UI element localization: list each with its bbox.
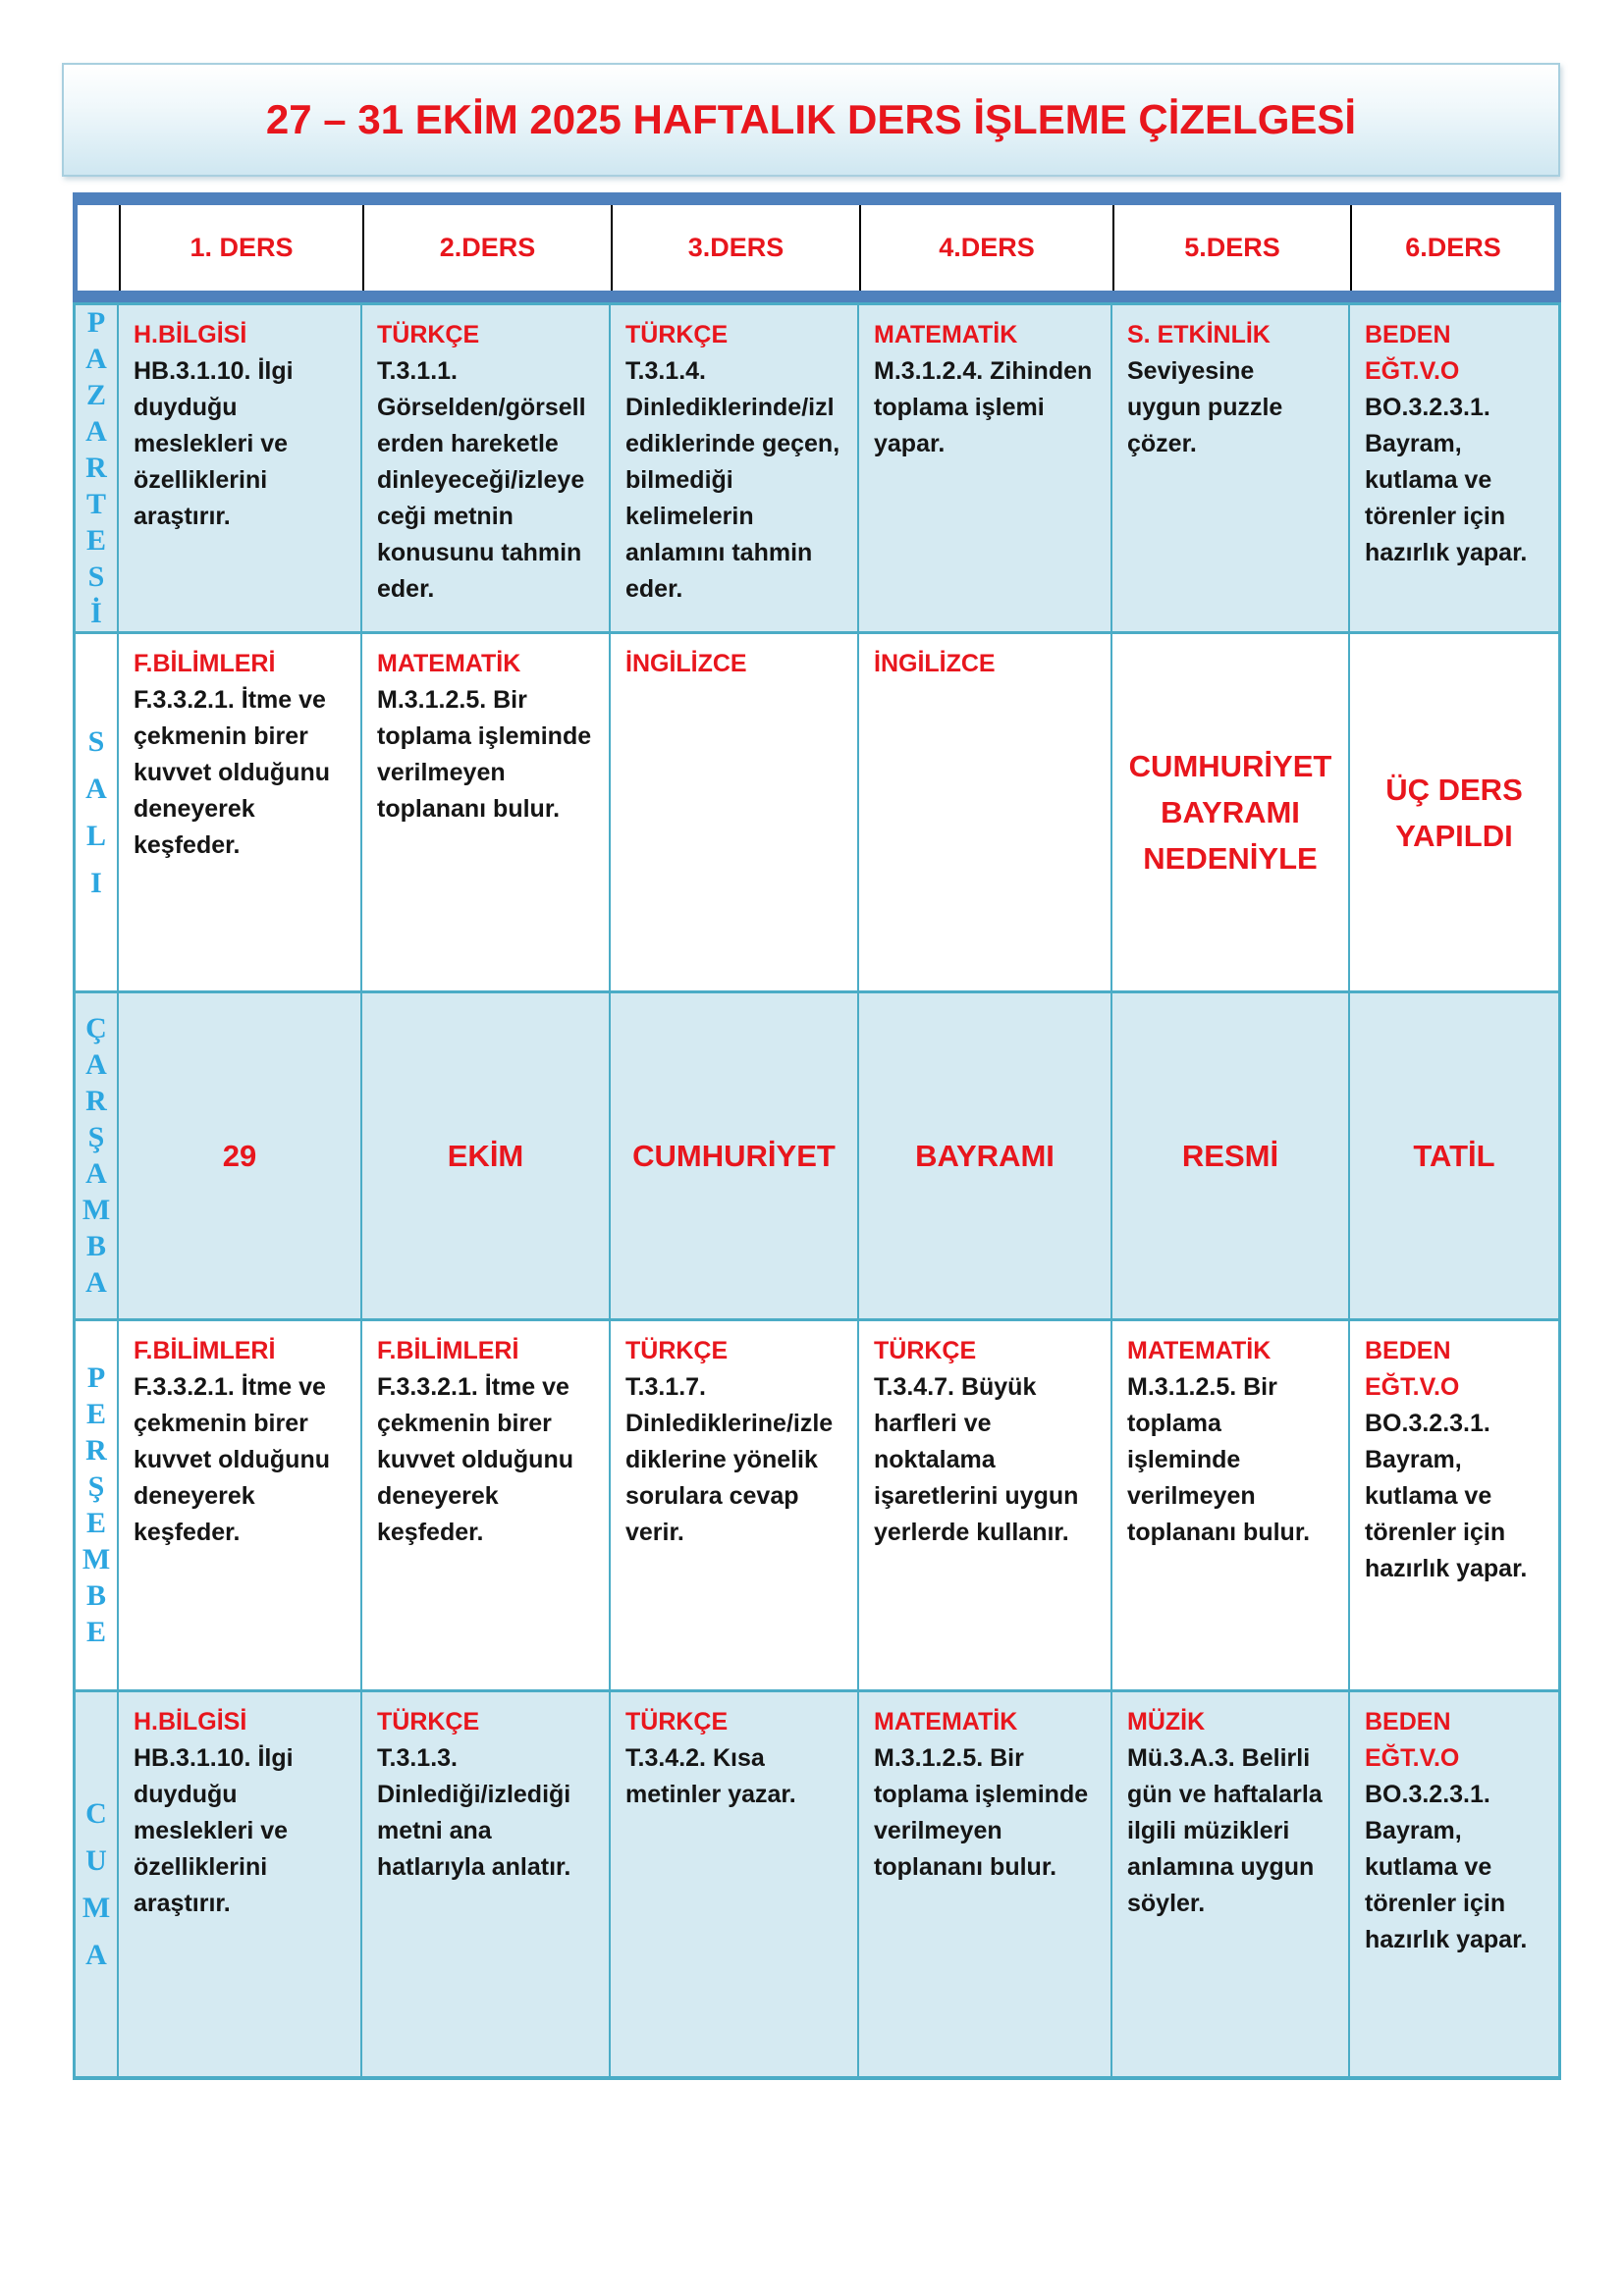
day-letter: C (85, 1796, 107, 1830)
header-row (73, 192, 1561, 302)
day-label-cuma (76, 1692, 117, 2076)
day-letter: L (85, 819, 106, 852)
day-letter: A (85, 772, 107, 805)
lesson-cell-sali-2 (360, 634, 609, 990)
lesson-cell-perşembe-6 (1348, 1321, 1558, 1689)
outcome-text: BO.3.2.3.1. Bayram, kutlama ve törenler için hazırlık yapar. (1365, 1781, 1528, 1953)
page-title: 27 – 31 EKİM 2025 HAFTALIK DERS İŞLEME ÇİZELGESİ (265, 96, 1357, 142)
day-row-sali (73, 631, 1561, 990)
day-letter: M (81, 1194, 111, 1226)
day-letter: R (85, 1085, 107, 1117)
day-letter: M (81, 1891, 111, 1924)
holiday-note-text: ÜÇ DERS YAPILDI (1385, 772, 1523, 853)
day-letter: P (86, 1362, 106, 1394)
header-cell-lesson-2: 2.DERS (362, 205, 611, 291)
header-cell-lesson-4: 4.DERS (859, 205, 1112, 291)
holiday-note-text: BAYRAMI (915, 1139, 1055, 1173)
outcome-text: HB.3.1.10. İlgi duyduğu meslekleri ve özelliklerini araştırır. (134, 1744, 294, 1917)
outcome-text: F.3.3.2.1. İtme ve çekmenin birer kuvvet olduğunu deneyerek keşfeder. (134, 686, 330, 859)
header-cell-lesson-3: 3.DERS (611, 205, 859, 291)
day-letter: B (85, 1230, 106, 1262)
day-letter: Ş (87, 1470, 105, 1503)
day-label-çarşamba (76, 993, 117, 1318)
lesson-cell-sali-3 (609, 634, 857, 990)
subject-label: MATEMATİK (377, 650, 521, 677)
subject-label: MÜZİK (1127, 1708, 1206, 1735)
outcome-text: F.3.3.2.1. İtme ve çekmenin birer kuvvet olduğunu deneyerek keşfeder. (377, 1373, 573, 1546)
header-cell-lesson-6: 6.DERS (1350, 205, 1554, 291)
holiday-note-text: 29 (222, 1139, 257, 1173)
day-letter: S (87, 724, 105, 758)
header-cell-lesson-1: 1. DERS (119, 205, 362, 291)
lesson-cell-çarşamba-4 (857, 993, 1110, 1318)
subject-label: TÜRKÇE (377, 1708, 480, 1735)
day-letter: M (81, 1543, 111, 1575)
lesson-cell-perşembe-4 (857, 1321, 1110, 1689)
subject-label: İNGİLİZCE (625, 650, 747, 677)
lesson-cell-pazartesi̇-5 (1110, 305, 1348, 631)
lesson-cell-cuma-4 (857, 1692, 1110, 2076)
lesson-cell-cuma-6 (1348, 1692, 1558, 2076)
schedule-body (73, 302, 1561, 2080)
day-letter: İ (90, 597, 102, 629)
day-letter: Ç (85, 1012, 107, 1044)
lesson-cell-sali-4 (857, 634, 1110, 990)
holiday-note-text: EKİM (447, 1139, 524, 1173)
lesson-cell-perşembe-3 (609, 1321, 857, 1689)
lesson-cell-pazartesi̇-2 (360, 305, 609, 631)
day-letter: A (85, 1938, 107, 1971)
outcome-text: F.3.3.2.1. İtme ve çekmenin birer kuvvet olduğunu deneyerek keşfeder. (134, 1373, 330, 1546)
schedule-table (73, 192, 1561, 2080)
day-letter: A (85, 1048, 107, 1081)
subject-label: F.BİLİMLERİ (377, 1337, 519, 1364)
day-row-cuma (73, 1689, 1561, 2080)
outcome-text: T.3.4.7. Büyük harfleri ve noktalama işaretlerini uygun yerlerde kullanır. (874, 1373, 1079, 1546)
header-cell-lesson-5: 5.DERS (1112, 205, 1350, 291)
header-day-stub (78, 205, 119, 291)
lesson-cell-pazartesi̇-6 (1348, 305, 1558, 631)
lesson-cell-çarşamba-6 (1348, 993, 1558, 1318)
outcome-text: T.3.1.4. Dinlediklerinde/izlediklerinde geçen, bilmediği kelimelerin anlamını tahmin eder. (625, 357, 840, 603)
lesson-cell-cuma-1 (117, 1692, 360, 2076)
outcome-text: Mü.3.A.3. Belirli gün ve haftalarla ilgili müzikleri anlamına uygun söyler. (1127, 1744, 1323, 1917)
day-letter: P (86, 306, 106, 339)
lesson-cell-çarşamba-1 (117, 993, 360, 1318)
day-row-perşembe (73, 1318, 1561, 1689)
day-letter: B (85, 1579, 106, 1612)
day-letter: A (85, 1157, 107, 1190)
subject-label: İNGİLİZCE (874, 650, 996, 677)
lesson-cell-çarşamba-3 (609, 993, 857, 1318)
outcome-text: M.3.1.2.5. Bir toplama işleminde verilmeyen toplananı bulur. (377, 686, 592, 823)
lesson-cell-pazartesi̇-3 (609, 305, 857, 631)
subject-label: F.BİLİMLERİ (134, 650, 276, 677)
day-label-perşembe (76, 1321, 117, 1689)
outcome-text: T.3.1.1. Görselden/görsellerden hareketle dinleyeceği/izleyeceği metnin konusunu tahmin eder. (377, 357, 586, 603)
day-label-pazartesi̇ (76, 305, 117, 631)
day-letter: A (85, 415, 107, 448)
holiday-note-text: TATİL (1413, 1139, 1495, 1173)
subject-label: MATEMATİK (1127, 1337, 1272, 1364)
subject-label: F.BİLİMLERİ (134, 1337, 276, 1364)
lesson-cell-perşembe-5 (1110, 1321, 1348, 1689)
subject-label: BEDEN EĞT.V.O (1365, 321, 1460, 385)
day-letter: S (87, 561, 105, 593)
outcome-text: T.3.1.3. Dinlediği/izlediği metni ana hatlarıyla anlatır. (377, 1744, 571, 1881)
subject-label: MATEMATİK (874, 1708, 1018, 1735)
holiday-note-text: CUMHURİYET (632, 1139, 836, 1173)
day-letter: E (85, 524, 106, 557)
subject-label: TÜRKÇE (625, 1337, 729, 1364)
subject-label: TÜRKÇE (625, 1708, 729, 1735)
outcome-text: M.3.1.2.5. Bir toplama işleminde verilmeyen toplananı bulur. (874, 1744, 1089, 1881)
outcome-text: HB.3.1.10. İlgi duyduğu meslekleri ve özelliklerini araştırır. (134, 357, 294, 530)
lesson-cell-cuma-3 (609, 1692, 857, 2076)
lesson-cell-perşembe-2 (360, 1321, 609, 1689)
lesson-cell-perşembe-1 (117, 1321, 360, 1689)
day-letter: U (85, 1843, 107, 1877)
subject-label: TÜRKÇE (874, 1337, 977, 1364)
lesson-cell-çarşamba-2 (360, 993, 609, 1318)
subject-label: BEDEN EĞT.V.O (1365, 1337, 1460, 1401)
outcome-text: M.3.1.2.5. Bir toplama işleminde verilmeyen toplananı bulur. (1127, 1373, 1311, 1546)
day-letter: E (85, 1616, 106, 1648)
title-box (62, 63, 1560, 177)
subject-label: H.BİLGİSİ (134, 1708, 247, 1735)
outcome-text: BO.3.2.3.1. Bayram, kutlama ve törenler için hazırlık yapar. (1365, 1410, 1528, 1582)
lesson-cell-cuma-5 (1110, 1692, 1348, 2076)
lesson-cell-cuma-2 (360, 1692, 609, 2076)
subject-label: S. ETKİNLİK (1127, 321, 1271, 348)
day-row-çarşamba (73, 990, 1561, 1318)
outcome-text: T.3.1.7. Dinlediklerine/izlediklerine yönelik sorulara cevap verir. (625, 1373, 834, 1546)
lesson-cell-pazartesi̇-4 (857, 305, 1110, 631)
lesson-cell-çarşamba-5 (1110, 993, 1348, 1318)
holiday-note-text: CUMHURİYET BAYRAMI NEDENİYLE (1128, 749, 1332, 876)
day-letter: Z (85, 379, 106, 411)
lesson-cell-pazartesi̇-1 (117, 305, 360, 631)
outcome-text: BO.3.2.3.1. Bayram, kutlama ve törenler için hazırlık yapar. (1365, 394, 1528, 566)
day-letter: T (85, 488, 106, 520)
outcome-text: Seviyesine uygun puzzle çözer. (1127, 357, 1283, 457)
day-letter: E (85, 1398, 106, 1430)
holiday-note-text: RESMİ (1181, 1139, 1279, 1173)
day-row-pazartesi̇ (73, 302, 1561, 631)
lesson-cell-sali-5 (1110, 634, 1348, 990)
subject-label: H.BİLGİSİ (134, 321, 247, 348)
day-letter: I (90, 866, 102, 899)
subject-label: MATEMATİK (874, 321, 1018, 348)
subject-label: BEDEN EĞT.V.O (1365, 1708, 1460, 1772)
lesson-cell-sali-6 (1348, 634, 1558, 990)
day-letter: A (85, 343, 107, 375)
day-label-sali (76, 634, 117, 990)
subject-label: TÜRKÇE (625, 321, 729, 348)
day-letter: R (85, 1434, 107, 1467)
outcome-text: M.3.1.2.4. Zihinden toplama işlemi yapar. (874, 357, 1093, 457)
outcome-text: T.3.4.2. Kısa metinler yazar. (625, 1744, 796, 1808)
lesson-cell-sali-1 (117, 634, 360, 990)
subject-label: TÜRKÇE (377, 321, 480, 348)
day-letter: Ş (87, 1121, 105, 1153)
day-letter: R (85, 452, 107, 484)
day-letter: E (85, 1507, 106, 1539)
day-letter: A (85, 1266, 107, 1299)
